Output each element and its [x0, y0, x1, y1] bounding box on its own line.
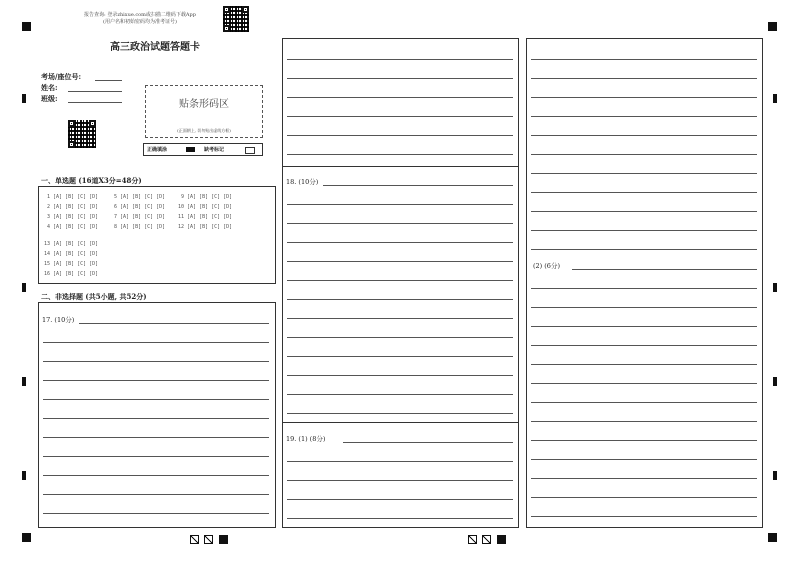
page-mark-icon [482, 535, 491, 544]
answer-line[interactable] [531, 173, 757, 174]
timing-mark [773, 377, 777, 386]
timing-mark [22, 283, 26, 292]
mcq-item-10[interactable]: 10 [A] [B] [C] [D] [178, 204, 233, 210]
timing-mark [22, 471, 26, 480]
mcq-item-8[interactable]: 8 [A] [B] [C] [D] [114, 224, 166, 230]
answer-line[interactable] [287, 394, 513, 395]
answer-line[interactable] [287, 480, 513, 481]
answer-line[interactable] [287, 318, 513, 319]
mcq-item-12[interactable]: 12 [A] [B] [C] [D] [178, 224, 233, 230]
mcq-item-7[interactable]: 7 [A] [B] [C] [D] [114, 214, 166, 220]
answer-line[interactable] [287, 242, 513, 243]
answer-line[interactable] [43, 361, 269, 362]
answer-line[interactable] [43, 399, 269, 400]
mcq-item-13[interactable]: 13 [A] [B] [C] [D] [44, 241, 99, 247]
answer-line[interactable] [287, 375, 513, 376]
answer-line[interactable] [287, 337, 513, 338]
answer-line[interactable] [43, 475, 269, 476]
answer-line[interactable] [531, 345, 757, 346]
name-label: 姓名: [41, 83, 58, 92]
answer-line[interactable] [287, 499, 513, 500]
timing-mark [22, 94, 26, 103]
answer-line[interactable] [287, 116, 513, 117]
answer-line[interactable] [43, 342, 269, 343]
q19-part2-title: (2) (6分) [533, 262, 560, 270]
name-field[interactable] [68, 91, 122, 92]
answer-line[interactable] [531, 135, 757, 136]
app-qr-code [223, 6, 249, 32]
answer-line[interactable] [531, 307, 757, 308]
absent-mark-label: 缺考标记 [204, 147, 225, 153]
mcq-item-14[interactable]: 14 [A] [B] [C] [D] [44, 251, 99, 257]
page-mark-icon [204, 535, 213, 544]
page-mark-icon [468, 535, 477, 544]
answer-line[interactable] [531, 192, 757, 193]
answer-line[interactable] [287, 97, 513, 98]
answer-line[interactable] [531, 326, 757, 327]
right-column [526, 38, 763, 528]
answer-line[interactable] [531, 116, 757, 117]
answer-line[interactable] [531, 478, 757, 479]
answer-line[interactable] [287, 204, 513, 205]
answer-line[interactable] [531, 402, 757, 403]
answer-line[interactable] [531, 288, 757, 289]
answer-line[interactable] [531, 421, 757, 422]
page-mark-solid [219, 535, 228, 544]
answer-line[interactable] [531, 211, 757, 212]
q17-title: 17. (10分) [42, 316, 75, 324]
answer-line[interactable] [531, 78, 757, 79]
answer-line[interactable] [287, 223, 513, 224]
answer-line[interactable] [531, 154, 757, 155]
answer-line[interactable] [343, 442, 513, 443]
class-label: 班级: [41, 94, 58, 103]
answer-line[interactable] [323, 185, 513, 186]
q18-title: 18. (10分) [286, 178, 319, 186]
answer-line[interactable] [531, 497, 757, 498]
answer-line[interactable] [531, 230, 757, 231]
seat-label: 考场/座位号: [41, 72, 82, 81]
barcode-title: 贴条形码区 [179, 99, 229, 110]
answer-line[interactable] [43, 418, 269, 419]
answer-line[interactable] [43, 513, 269, 514]
absent-mark-box[interactable] [245, 147, 255, 154]
answer-line[interactable] [287, 413, 513, 414]
fill-legend [143, 143, 263, 156]
mcq-item-16[interactable]: 16 [A] [B] [C] [D] [44, 271, 99, 277]
mcq-item-15[interactable]: 15 [A] [B] [C] [D] [44, 261, 99, 267]
answer-line[interactable] [287, 135, 513, 136]
timing-mark [22, 377, 26, 386]
barcode-area [145, 85, 263, 138]
answer-line[interactable] [287, 461, 513, 462]
timing-mark [773, 471, 777, 480]
answer-line[interactable] [531, 383, 757, 384]
answer-line[interactable] [531, 364, 757, 365]
mcq-item-9[interactable]: 9 [A] [B] [C] [D] [181, 194, 233, 200]
answer-line[interactable] [531, 249, 757, 250]
notice-line1: 报告查询: 登录zhixue.com或扫描二维码下载App [84, 12, 196, 18]
answer-line[interactable] [287, 261, 513, 262]
answer-line[interactable] [287, 78, 513, 79]
answer-line[interactable] [287, 280, 513, 281]
page-mark-solid [497, 535, 506, 544]
answer-line[interactable] [531, 97, 757, 98]
answer-line[interactable] [79, 323, 269, 324]
answer-line[interactable] [572, 269, 757, 270]
answer-line[interactable] [287, 154, 513, 155]
class-field[interactable] [68, 102, 122, 103]
mcq-item-5[interactable]: 5 [A] [B] [C] [D] [114, 194, 166, 200]
timing-mark [773, 94, 777, 103]
answer-line[interactable] [43, 456, 269, 457]
mcq-box [38, 186, 276, 284]
correct-fill-sample [186, 147, 195, 152]
exam-qr-code [68, 120, 96, 148]
mcq-item-2[interactable]: 2 [A] [B] [C] [D] [47, 204, 99, 210]
q17-box [38, 302, 276, 528]
mcq-item-4[interactable]: 4 [A] [B] [C] [D] [47, 224, 99, 230]
page-mark-icon [190, 535, 199, 544]
page-title: 高三政治试题答题卡 [110, 42, 200, 53]
answer-line[interactable] [43, 437, 269, 438]
corner-mark-bl [22, 533, 31, 542]
correct-fill-label: 正确填涂 [147, 147, 168, 153]
q19-title: 19. (1) (8分) [286, 435, 326, 443]
mcq-item-1[interactable]: 1 [A] [B] [C] [D] [47, 194, 99, 200]
corner-mark-tl [22, 22, 31, 31]
answer-line[interactable] [287, 59, 513, 60]
answer-line[interactable] [531, 516, 757, 517]
timing-mark [773, 283, 777, 292]
section2-title: 二、非选择题 (共5小题, 共52分) [41, 292, 147, 301]
answer-line[interactable] [287, 518, 513, 519]
seat-field[interactable] [95, 80, 122, 81]
mcq-item-3[interactable]: 3 [A] [B] [C] [D] [47, 214, 99, 220]
corner-mark-tr [768, 22, 777, 31]
corner-mark-br [768, 533, 777, 542]
answer-line[interactable] [287, 299, 513, 300]
section1-title: 一、单选题 (16道X3分=48分) [41, 176, 142, 185]
q19-divider [283, 422, 518, 423]
answer-line[interactable] [531, 59, 757, 60]
middle-column [282, 38, 519, 528]
mcq-item-6[interactable]: 6 [A] [B] [C] [D] [114, 204, 166, 210]
q18-divider [283, 166, 518, 167]
answer-line[interactable] [43, 380, 269, 381]
answer-line[interactable] [531, 440, 757, 441]
answer-line[interactable] [531, 459, 757, 460]
answer-line[interactable] [287, 356, 513, 357]
notice-line2: (用户名和初始密码均为准考证号) [103, 19, 177, 25]
answer-line[interactable] [43, 494, 269, 495]
barcode-note: (正面朝上, 切勿贴出虚线方框) [177, 128, 231, 133]
mcq-item-11[interactable]: 11 [A] [B] [C] [D] [178, 214, 233, 220]
